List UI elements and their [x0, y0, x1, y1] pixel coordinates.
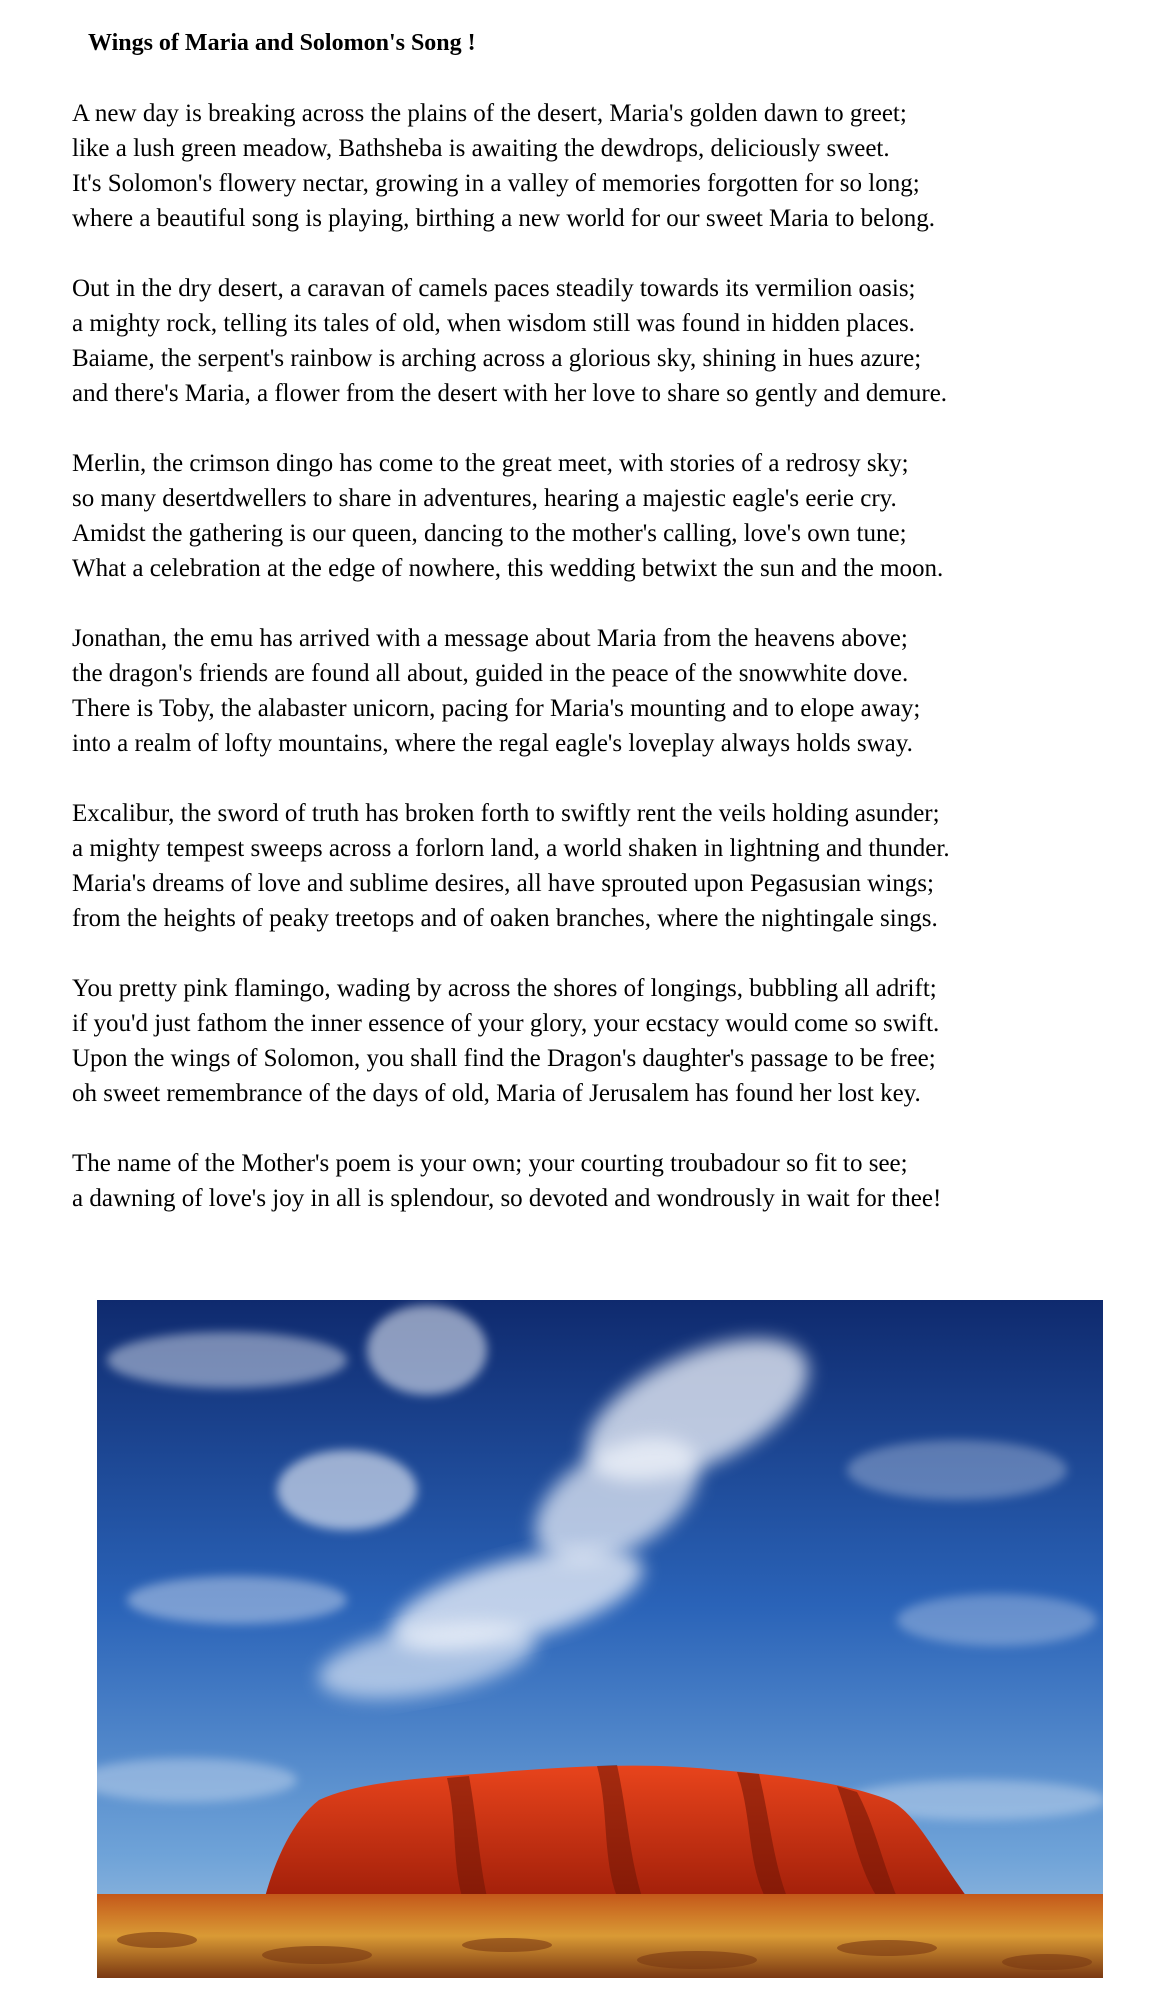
shrub — [1002, 1954, 1092, 1970]
poem-line: a dawning of love's joy in all is splendour, so devoted and wondrously in wait for thee! — [72, 1185, 942, 1212]
poem-line: if you'd just fathom the inner essence of your glory, your ecstacy would come so swift. — [72, 1010, 940, 1037]
cloud-wisp — [107, 1332, 347, 1388]
poem-line: Baiame, the serpent's rainbow is arching across a glorious sky, shining in hues azure; — [72, 345, 922, 372]
poem-line: It's Solomon's flowery nectar, growing in a valley of memories forgotten for so long; — [72, 170, 920, 197]
stanza-4 — [72, 621, 1132, 761]
cloud-wisp — [277, 1450, 417, 1530]
poem-line: Amidst the gathering is our queen, dancing to the mother's calling, love's own tune; — [72, 520, 907, 547]
poem-line: Excalibur, the sword of truth has broken forth to swiftly rent the veils holding asunder; — [72, 800, 940, 827]
poem-line: What a celebration at the edge of nowhere, this wedding betwixt the sun and the moon. — [72, 555, 944, 582]
uluru-photo — [97, 1300, 1103, 1978]
poem-line: Maria's dreams of love and sublime desires, all have sprouted upon Pegasusian wings; — [72, 870, 934, 897]
poem-line: You pretty pink flamingo, wading by across the shores of longings, bubbling all adrift; — [72, 975, 937, 1002]
shrub — [117, 1932, 197, 1948]
desert-ground — [97, 1894, 1103, 1978]
cloud-wisp — [127, 1576, 347, 1624]
poem-line: Upon the wings of Solomon, you shall find the Dragon's daughter's passage to be free; — [72, 1045, 936, 1072]
stanza-7 — [72, 1146, 1132, 1216]
poem-line: a mighty rock, telling its tales of old, when wisdom still was found in hidden places. — [72, 310, 915, 337]
poem-line: The name of the Mother's poem is your own; your courting troubadour so fit to see; — [72, 1150, 908, 1177]
poem-line: from the heights of peaky treetops and of oaken branches, where the nightingale sings. — [72, 905, 938, 932]
poem-line: into a realm of lofty mountains, where the regal eagle's loveplay always holds sway. — [72, 730, 913, 757]
poem-line: A new day is breaking across the plains of the desert, Maria's golden dawn to greet; — [72, 100, 907, 127]
poem-line: and there's Maria, a flower from the desert with her love to share so gently and demure. — [72, 380, 948, 407]
poem-line: Merlin, the crimson dingo has come to the great meet, with stories of a redrosy sky; — [72, 450, 909, 477]
poem-line: There is Toby, the alabaster unicorn, pacing for Maria's mounting and to elope away; — [72, 695, 921, 722]
cloud-wisp — [847, 1440, 1067, 1500]
stanza-5 — [72, 796, 1132, 936]
cloud-wisp — [897, 1594, 1097, 1646]
poem-line: Jonathan, the emu has arrived with a message about Maria from the heavens above; — [72, 625, 908, 652]
poem-line: a mighty tempest sweeps across a forlorn land, a world shaken in lightning and thunder. — [72, 835, 950, 862]
cloud-wisp — [367, 1305, 487, 1395]
poem-body — [72, 96, 1132, 1251]
poem-line: oh sweet remembrance of the days of old, Maria of Jerusalem has found her lost key. — [72, 1080, 921, 1107]
poem-title: Wings of Maria and Solomon's Song ! — [88, 30, 476, 56]
poem-line: Out in the dry desert, a caravan of camels paces steadily towards its vermilion oasis; — [72, 275, 916, 302]
poem-line: so many desertdwellers to share in adventures, hearing a majestic eagle's eerie cry. — [72, 485, 897, 512]
poem-line: the dragon's friends are found all about, guided in the peace of the snowwhite dove. — [72, 660, 909, 687]
shrub — [637, 1951, 757, 1969]
stanza-3 — [72, 446, 1132, 586]
poem-line: where a beautiful song is playing, birthing a new world for our sweet Maria to belong. — [72, 205, 935, 232]
shrub — [262, 1946, 372, 1964]
shrub — [837, 1940, 937, 1956]
stanza-2 — [72, 271, 1132, 411]
poem-line: like a lush green meadow, Bathsheba is awaiting the dewdrops, deliciously sweet. — [72, 135, 890, 162]
shrub — [462, 1938, 552, 1952]
uluru-illustration — [97, 1300, 1103, 1978]
stanza-6 — [72, 971, 1132, 1111]
stanza-1 — [72, 96, 1132, 236]
